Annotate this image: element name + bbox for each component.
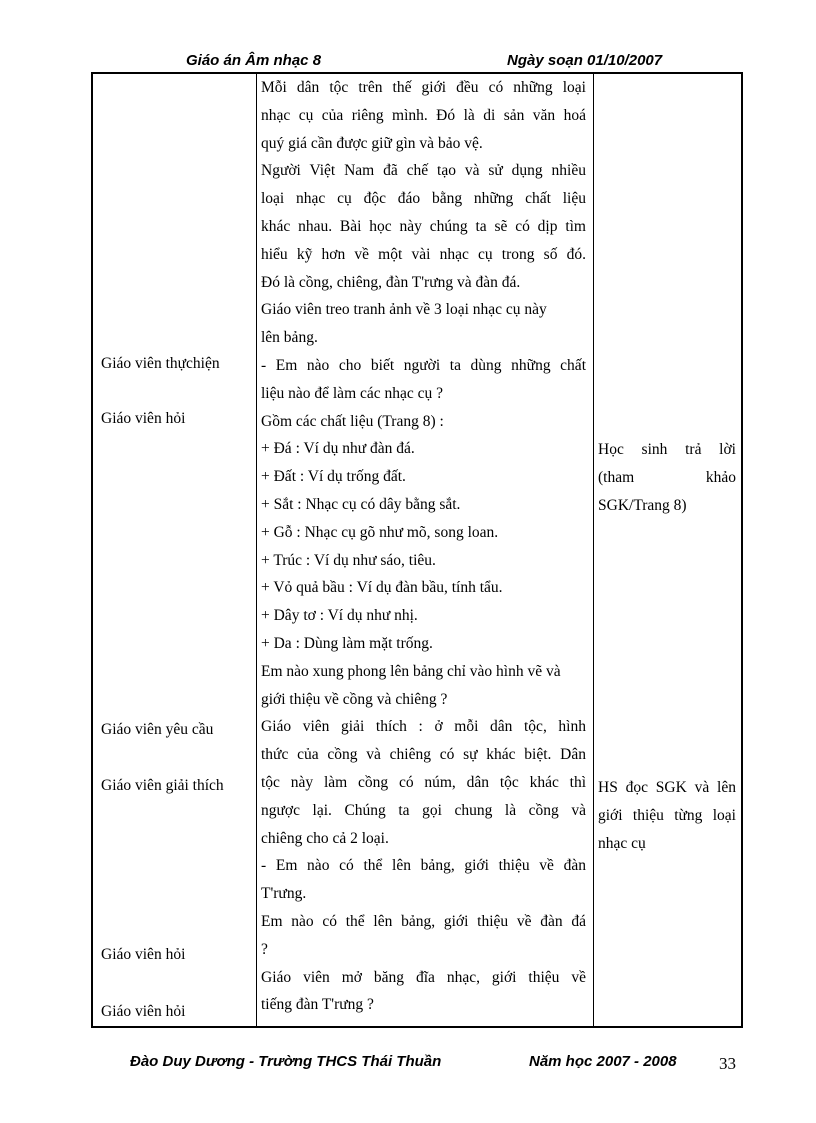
content-line: ngược lại. Chúng ta gọi chung là cồng và (261, 801, 586, 819)
teacher-action-label: Giáo viên giải thích (101, 777, 224, 794)
student-line: giới thiệu từng loại (598, 807, 736, 824)
student-line: (tham khảo (598, 469, 736, 486)
content-line: giới thiệu về cồng và chiêng ? (261, 690, 448, 708)
content-line: + Dây tơ : Ví dụ như nhị. (261, 607, 418, 625)
content-line: Đó là cồng, chiêng, đàn T'rưng và đàn đá. (261, 273, 521, 291)
content-line: ? (261, 940, 268, 958)
content-line: chiêng cho cả 2 loại. (261, 829, 389, 847)
content-line: - Em nào có thể lên bảng, giới thiệu về đàn (261, 857, 586, 875)
content-line: + Vỏ quả bầu : Ví dụ đàn bầu, tính tẩu. (261, 579, 503, 597)
content-line: - Em nào cho biết người ta dùng những chất (261, 356, 586, 374)
column-divider (256, 74, 257, 1026)
content-line: Em nào có thể lên bảng, giới thiệu về đàn đá (261, 912, 586, 930)
teacher-action-label: Giáo viên hỏi (101, 410, 186, 427)
student-line: nhạc cụ (598, 835, 646, 852)
content-line: + Trúc : Ví dụ như sáo, tiêu. (261, 551, 436, 569)
student-activity (598, 436, 736, 520)
content-line: Giáo viên treo tranh ảnh về 3 loại nhạc cụ này (261, 301, 547, 319)
content-line: Giáo viên mở băng đĩa nhạc, giới thiệu về (261, 968, 586, 986)
teacher-action-label: Giáo viên hỏi (101, 1003, 186, 1020)
teacher-action-label: Giáo viên hỏi (101, 946, 186, 963)
header-date: Ngày soạn 01/10/2007 (507, 52, 663, 69)
content-line: tiếng đàn T'rưng ? (261, 996, 374, 1014)
content-line: + Da : Dùng làm mặt trống. (261, 634, 433, 652)
content-line: + Sắt : Nhạc cụ có dây bằng sắt. (261, 495, 461, 513)
content-line: + Đất : Ví dụ trống đất. (261, 468, 406, 486)
footer-school-year: Năm học 2007 - 2008 (529, 1053, 677, 1070)
lesson-content (261, 74, 586, 1019)
student-line: SGK/Trang 8) (598, 497, 687, 514)
footer-author: Đào Duy Dương - Trường THCS Thái Thuần (130, 1053, 442, 1070)
content-line: quý giá cần được giữ gìn và bảo vệ. (261, 134, 483, 152)
content-line: tộc này làm cồng có núm, dân tộc khác thì (261, 773, 586, 791)
student-line: HS đọc SGK và lên (598, 779, 736, 796)
content-line: + Gỗ : Nhạc cụ gõ như mõ, song loan. (261, 523, 499, 541)
content-line: Gồm các chất liệu (Trang 8) : (261, 412, 444, 430)
content-line: nhạc cụ của riêng mình. Đó là di sản văn hoá (261, 106, 586, 124)
content-line: thức của cồng và chiêng có sự khác biệt. Dân (261, 746, 586, 764)
student-line: Học sinh trả lời (598, 441, 736, 458)
student-activity (598, 774, 736, 858)
content-line: Mỗi dân tộc trên thế giới đều có những loại (261, 79, 586, 96)
content-line: khác nhau. Bài học này chúng ta sẽ có dịp tìm (261, 217, 586, 235)
content-line: Em nào xung phong lên bảng chỉ vào hình vẽ và (261, 662, 561, 680)
content-line: hiểu kỹ hơn về một vài nhạc cụ trong số đó. (261, 245, 586, 263)
content-line: T'rưng. (261, 885, 307, 903)
column-divider (593, 74, 594, 1026)
content-line: + Đá : Ví dụ như đàn đá. (261, 440, 415, 458)
lesson-table (91, 72, 743, 1028)
teacher-action-label: Giáo viên thựchiện (101, 355, 220, 372)
content-line: Giáo viên giải thích : ở mỗi dân tộc, hình (261, 718, 586, 736)
content-line: loại nhạc cụ độc đáo bằng những chất liệu (261, 190, 586, 208)
content-line: Người Việt Nam đã chế tạo và sử dụng nhiều (261, 162, 586, 180)
content-line: liệu nào để làm các nhạc cụ ? (261, 384, 444, 402)
content-line: lên bảng. (261, 329, 318, 347)
teacher-action-label: Giáo viên yêu cầu (101, 721, 214, 738)
page-number: 33 (719, 1054, 736, 1073)
header-title: Giáo án Âm nhạc 8 (186, 52, 322, 69)
